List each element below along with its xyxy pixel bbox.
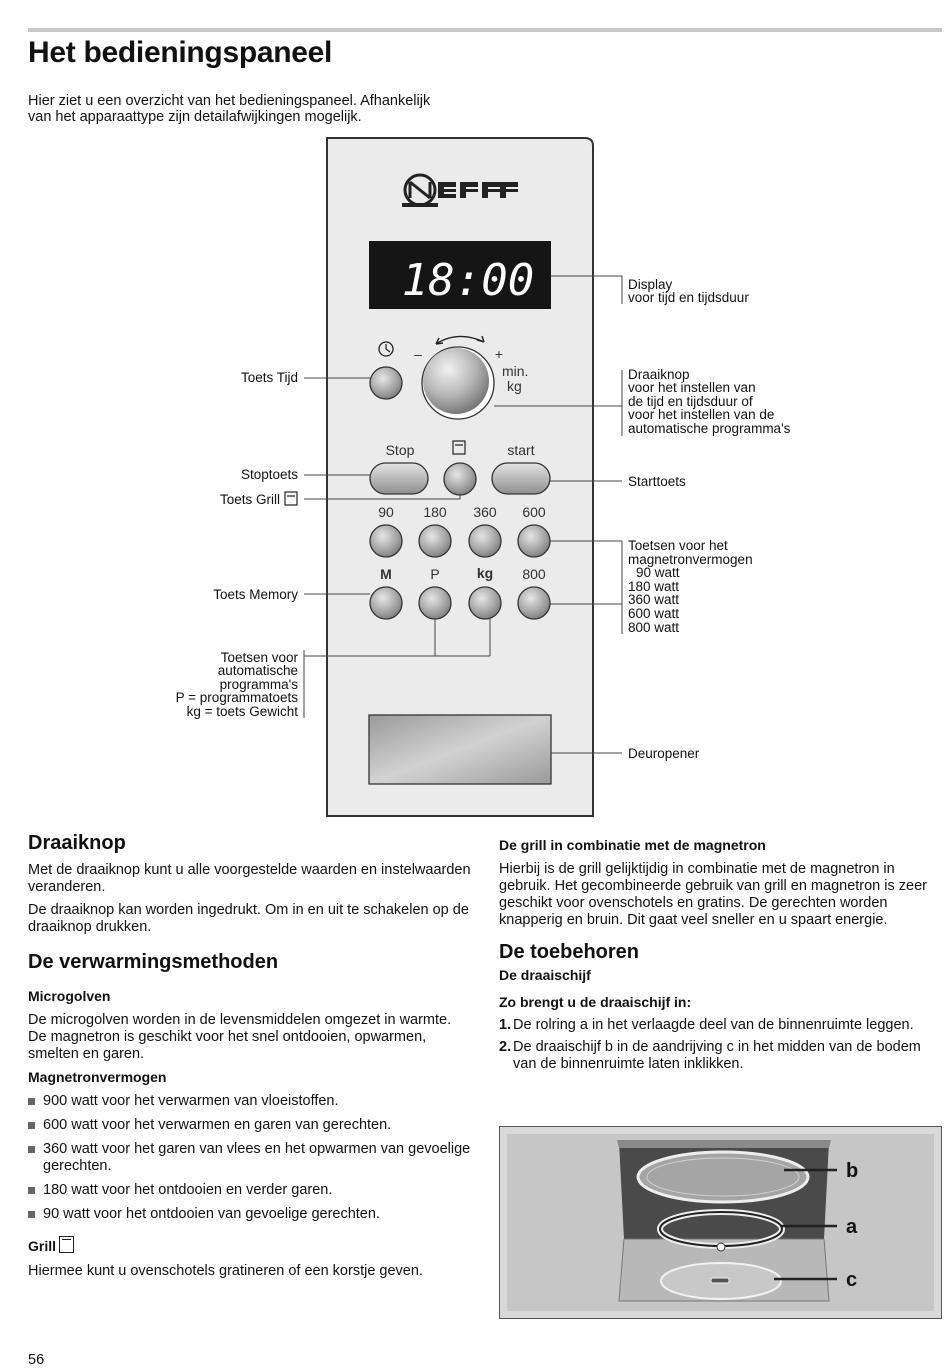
program-label: P: [430, 566, 440, 582]
callout-prog-line: programma's: [219, 677, 298, 692]
paragraph: Hiermee kunt u ovenschotels gratineren of een korstje geven.: [28, 1263, 423, 1279]
paragraph: De draaiknop kan worden ingedrukt. Om in en uit te schakelen op de draaiknop drukken.: [28, 902, 469, 935]
callout-power: 360 watt: [628, 592, 680, 607]
list-item: 900 watt voor het verwarmen van vloeistoffen.: [28, 1093, 473, 1110]
callout-prog-line: automatische: [217, 663, 298, 678]
paragraph: De microgolven worden in de levensmiddelen omgezet in warmte. De magnetron is geschikt voor het snel ontdooien, opwarmen, smelten en garen.: [28, 1012, 452, 1062]
turntable-figure: [499, 1126, 942, 1319]
callout-deuropener: Deuropener: [628, 746, 700, 761]
power-label: 360: [473, 504, 497, 520]
stop-label: Stop: [385, 442, 415, 458]
subheading-combi: De grill in combinatie met de magnetron: [499, 837, 766, 853]
callout-display: Display: [628, 277, 673, 292]
paragraph: Met de draaiknop kunt u alle voorgestelde waarden en instelwaarden veranderen.: [28, 862, 471, 895]
callout-display: voor tijd en tijdsduur: [628, 290, 749, 305]
power-label: 90: [378, 504, 394, 520]
step-item: [499, 1017, 941, 1034]
figure-label-b: b: [846, 1160, 859, 1182]
knob-plus-label: +: [494, 346, 504, 362]
list-item: 180 watt voor het ontdooien en verder garen.: [28, 1182, 473, 1199]
stop-button[interactable]: [370, 463, 428, 494]
left-column: [28, 832, 473, 1286]
callout-power: 600 watt: [628, 606, 680, 621]
section-title-toebehoren: De toebehoren: [499, 941, 640, 963]
callout-knob: de tijd en tijdsduur of: [628, 394, 753, 409]
callout-power: Toetsen voor het: [628, 538, 728, 553]
step-text: De rolring a in het verlaagde deel van de binnenruimte leggen.: [513, 1017, 914, 1033]
power-label: 600: [522, 504, 546, 520]
right-column: [499, 837, 941, 1078]
section-title-draaiknop: Draaiknop: [28, 832, 126, 854]
callout-power: magnetronvermogen: [628, 552, 753, 567]
callout-toets-memory: Toets Memory: [213, 587, 298, 602]
grill-icon: [59, 1236, 74, 1253]
start-button[interactable]: [492, 463, 550, 494]
step-item: [499, 1039, 941, 1073]
paragraph: Hierbij is de grill gelijktijdig in combinatie met de magnetron in gebruik. Het gecombineerde gebruik van grill en magnetron is zeer geschikt voor ovenschotels en gratins. De gerechten worden knapperig en bruin. Dit gaat veel sneller en u spaart energie.: [499, 861, 927, 928]
page-title: Het bedieningspaneel: [28, 36, 333, 69]
weight-label: kg: [476, 565, 494, 581]
list-item: 90 watt voor het ontdooien van gevoelige gerechten.: [28, 1206, 473, 1223]
door-opener-button[interactable]: [369, 715, 551, 784]
callout-knob: Draaiknop: [628, 367, 690, 382]
callout-knob: voor het instellen van de: [628, 407, 775, 422]
callout-stoptoets: Stoptoets: [240, 467, 298, 482]
display-time: 18:00: [401, 255, 535, 306]
power-360-button[interactable]: [469, 525, 501, 557]
memory-button[interactable]: [370, 587, 402, 619]
callout-toets-grill: Toets Grill: [219, 492, 280, 507]
turntable-plate: [638, 1152, 808, 1202]
step-number: 2.: [499, 1039, 512, 1055]
list-item: 360 watt voor het garen van vlees en het opwarmen van gevoelige gerechten.: [28, 1141, 473, 1175]
subheading-draaischijf: De draaischijf: [499, 967, 591, 983]
program-button[interactable]: [419, 587, 451, 619]
callout-power: 800 watt: [628, 620, 680, 635]
section-title-methods: De verwarmingsmethoden: [28, 951, 279, 973]
list-item: 600 watt voor het verwarmen en garen van gerechten.: [28, 1117, 473, 1134]
start-label: start: [507, 442, 535, 458]
callout-knob: automatische programma's: [628, 421, 791, 436]
insert-steps: [499, 1017, 941, 1073]
callout-power: 90 watt: [636, 565, 680, 580]
subheading-insert: Zo brengt u de draaischijf in:: [499, 994, 692, 1010]
step-number: 1.: [499, 1017, 512, 1033]
subheading-grill: [28, 1236, 473, 1255]
callout-power: 180 watt: [628, 579, 680, 594]
power-label: 180: [423, 504, 447, 520]
subheading-vermogen: Magnetronvermogen: [28, 1069, 167, 1085]
grill-icon: [285, 492, 297, 505]
callout-knob: voor het instellen van: [628, 380, 756, 395]
step-text: De draaischijf b in de aandrijving c in het midden van de bodem van de binnenruimte laten inklikken.: [513, 1039, 921, 1072]
figure-label-c: c: [846, 1269, 858, 1291]
intro-line: van het apparaattype zijn detailafwijkingen mogelijk.: [28, 109, 362, 125]
power-90-button[interactable]: [370, 525, 402, 557]
callout-toets-tijd: Toets Tijd: [240, 370, 298, 385]
power-label: 800: [522, 566, 546, 582]
time-button[interactable]: [370, 367, 402, 399]
grill-title: Grill: [28, 1238, 57, 1254]
memory-label: M: [380, 566, 392, 582]
callout-prog-line: Toetsen voor: [220, 650, 298, 665]
grill-button[interactable]: [444, 463, 476, 495]
knob-unit-min: min.: [502, 363, 529, 379]
callout-starttoets: Starttoets: [628, 474, 686, 489]
callout-prog-line: P = programmatoets: [175, 690, 298, 705]
vermogen-list: [28, 1093, 473, 1223]
weight-button[interactable]: [469, 587, 501, 619]
drive-coupling: [711, 1278, 729, 1283]
figure-label-a: a: [846, 1216, 858, 1238]
knob-unit-kg: kg: [507, 378, 522, 394]
power-600-button[interactable]: [518, 525, 550, 557]
page-number: 56: [28, 1352, 45, 1368]
power-180-button[interactable]: [419, 525, 451, 557]
power-800-button[interactable]: [518, 587, 550, 619]
subheading-microgolven: Microgolven: [28, 988, 111, 1004]
intro-line: Hier ziet u een overzicht van het bedieningspaneel. Afhankelijk: [28, 93, 431, 109]
knob-minus-label: –: [414, 346, 422, 362]
callout-prog-line: kg = toets Gewicht: [186, 704, 298, 719]
